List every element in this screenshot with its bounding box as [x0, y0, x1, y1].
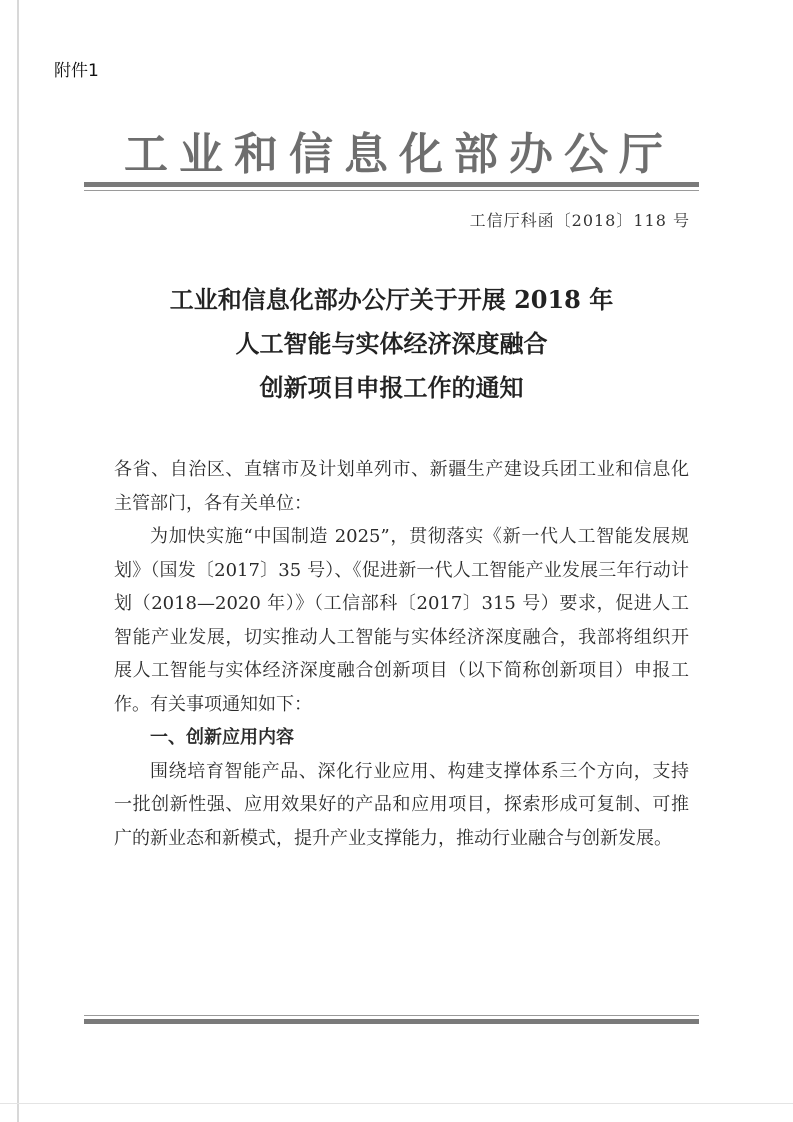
- section-heading: 一、创新应用内容: [150, 727, 294, 748]
- body-paragraph: 围绕培育智能产品、深化行业应用、构建支撑体系三个方向，支持一批创新性强、应用效果好的产品和应用项目，探索形成可复制、可推广的新业态和新模式，提升产业支撑能力，推动行业融合与创新发展。: [114, 760, 689, 849]
- attachment-label: 附件1: [54, 61, 99, 81]
- document-title: [84, 278, 699, 410]
- footer-divider: [84, 1019, 699, 1024]
- title-line: 工业和信息化部办公厅关于开展 2018 年: [169, 285, 614, 314]
- title-line: 创新项目申报工作的通知: [259, 373, 524, 402]
- scan-edge: [17, 0, 19, 1122]
- document-body: [114, 453, 689, 855]
- masthead-divider-thin: [84, 190, 699, 191]
- body-paragraph: 为加快实施“中国制造 2025”，贯彻落实《新一代人工智能发展规划》（国发〔2017〕35 号）、《促进新一代人工智能产业发展三年行动计划（2018—2020 年）》（工信部科〔2017〕315 号）要求，促进人工智能产业发展，切实推动人工智能与实体经济深度融合，我部将组织开展人工智能与实体经济深度融合创新项目（以下简称创新项目）申报工作。有关事项通知如下：: [114, 526, 689, 715]
- addressee: 各省、自治区、直辖市及计划单列市、新疆生产建设兵团工业和信息化主管部门，各有关单位：: [114, 459, 689, 514]
- masthead: 工业和信息化部办公厅: [124, 129, 674, 180]
- document-number: 工信厅科函〔2018〕118 号: [469, 211, 690, 230]
- footer-divider-thin: [84, 1015, 699, 1016]
- masthead-divider: [84, 182, 699, 187]
- title-line: 人工智能与实体经济深度融合: [235, 329, 548, 358]
- scan-edge: [0, 1103, 793, 1104]
